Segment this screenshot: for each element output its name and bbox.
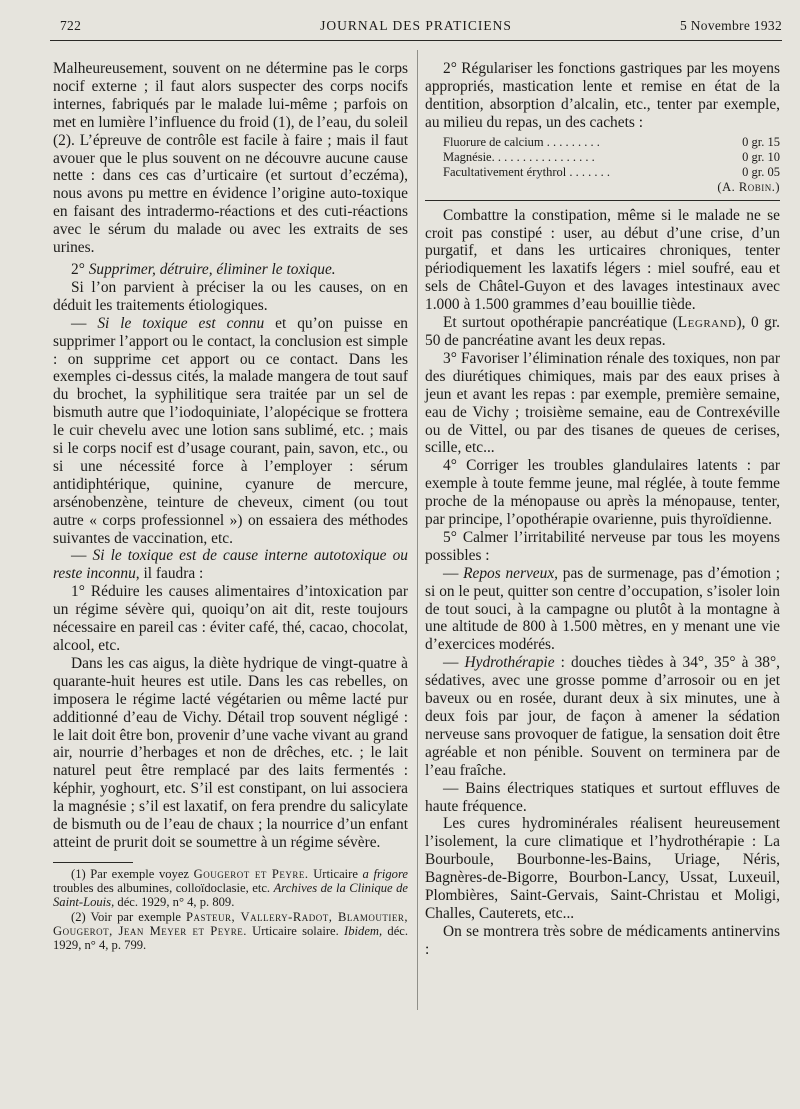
footnote-2: (2) Voir par exemple Pasteur, Vallery-Radot, Blamoutier, Gougerot, Jean Meyer et Peyre. Urticaire solaire. Ibidem, déc. 1929, n° 4, p. 799. xyxy=(53,909,409,953)
left-column xyxy=(53,60,408,953)
paragraph: Dans les cas aigus, la diète hydrique de vingt-quatre à quarante-huit heures est utile. Dans les cas rebelles, on imposera le régime lacté végétarien ou même lacté pur additionné d’eau de Vichy. Détail trop souvent négligé : le lait doit être bon, provenir d’une vache vivant au grand air, nourrie d’herbages et non de drêches, etc. ; le lait naturel peut être remplacé par des laits fermentés : képhir, yoghourt, etc. S’il est constipant, on lui associera la magnésie ; s’il est laxatif, on fera prendre du salicylate de bismuth ou de l’eau de chaux ; la nourrice d’un enfant atteint de prurit doit se soumettre à un régime sévère. xyxy=(53,654,408,851)
italic-phrase: Repos nerveux, xyxy=(463,564,559,582)
prescription xyxy=(443,135,780,195)
prescription-line: Fluorure de calcium . . . . . . . . . 0 gr. 15 xyxy=(443,134,780,149)
footnote-authors: Pasteur, Vallery-Radot, Blamoutier, Gougerot, Jean Meyer et Peyre. xyxy=(53,909,408,939)
paragraph-text: et qu’on puisse en supprimer l’apport ou le contact, la conclusion est simple : on supprime cet apport ou ce contact. Dans les exemples ci-dessus cités, la malade mangera de tout sauf du brochet, la syphilitique sera traitée par un sel de bismuth autre que l’iodoquiniate, l’alopécique se frottera le cuir chevelu avec une lotion sans sublimé, etc. ; mais si le corps nocif est d’usage courant, pain, savon, etc., ou si une nécessité force à l’employer : sérum antidiphtérique, quinine, cyanure de mercure, arsénobenzène, teinture de cheveux, ciment (ou tout autre « corps professionnel ») on essaiera des méthodes suivantes de vaccination, etc. xyxy=(53,314,408,547)
paragraph: Malheureusement, souvent on ne détermine pas le corps nocif externe ; il faut alors suspecter des corps nocifs internes, fabriqués par le malade lui-même ; parfois on met en lumière l’influence du froid (1), de l’eau, du soleil (2). L’épreuve de contrôle est facile à faire ; mais il faut avouer que le plus souvent on ne découvre aucune cause nette : dans ces cas d’urticaire (et surtout d’eczéma), nous avons pu mettre en évidence l’origine auto-toxique en faisant des intradermo-réactions et des cuti-réactions avec le sérum du malade ou avec les extraits de ses urines. xyxy=(53,60,408,257)
paragraph-text: : douches tièdes à 34°, 35° à 38°, sédatives, avec une grosse pomme d’arrosoir ou en jet baveux ou en rosée, durant deux à six minutes, une à deux fois par jour, de façon à amener la sédation nerveuse sans provoquer de fatigue, la sensation doit être agréable et non pénible. Souvent on terminera par de l’eau fraîche. xyxy=(425,654,780,779)
paragraph xyxy=(53,547,408,583)
column-divider xyxy=(417,50,418,1010)
dash: — xyxy=(71,547,87,565)
right-column xyxy=(425,60,780,959)
paragraph: Combattre la constipation, même si le malade ne se croit pas constipé : user, au début d’une crise, d’un purgatif, et dans les urticaires chroniques, tenter périodiquement les laxatifs légers : miel soufré, eau et sels de Châtel-Guyon et des lavages intestinaux avec 1.000 à 1.500 grammes d’eau bouillie tiède. xyxy=(425,206,780,314)
paragraph xyxy=(53,315,408,548)
issue-date: 5 Novembre 1932 xyxy=(680,18,782,33)
dash: — xyxy=(443,654,459,672)
paragraph: 3° Favoriser l’élimination rénale des toxiques, non par des diurétiques chimiques, mais par des eaux prises à jeun et avant les repas : par exemple, première semaine, eau de Vichy ; troisième semaine, eau de Contrexéville ou de Vittel, ou par des tisanes de queues de cerises, scille, etc... xyxy=(425,349,780,457)
heading-number: 2° xyxy=(71,260,85,278)
heading-text: Supprimer, détruire, éliminer le toxique. xyxy=(88,260,336,278)
footnotes xyxy=(53,867,408,953)
paragraph: Et surtout opothérapie pancréatique (Legrand), 0 gr. 50 de pancréatine avant les deux repas. xyxy=(425,314,780,349)
paragraph: Les cures hydrominérales réalisent heureusement l’isolement, la cure climatique et l’hydrothérapie : La Bourboule, Bourbonne-les-Bains, Uriage, Néris, Bagnères-de-Bigorre, Bourbon-Lancy, Ussat, Luxeuil, Plombières, Saint-Gervais, Saint-Christau et Moligi, Challes, Cauterets, etc... xyxy=(425,815,780,922)
page-number: 722 xyxy=(60,18,82,33)
paragraph-text: il faudra : xyxy=(143,565,204,583)
paragraph: 2° Régulariser les fonctions gastriques par les moyens appropriés, mastication lente et remise en état de la dentition, absorption d’alcalin, etc., tenter par exemple, au milieu du repas, un des cachets : xyxy=(425,60,780,131)
header-rule xyxy=(50,40,782,41)
author-name: Legrand xyxy=(677,314,737,332)
journal-title: JOURNAL DES PRATICIENS xyxy=(320,18,512,33)
footnote-authors: Gougerot et Peyre. xyxy=(193,866,309,881)
dash: — xyxy=(71,314,87,332)
dash: — xyxy=(443,564,459,582)
italic-phrase: Hydrothérapie xyxy=(464,654,555,672)
paragraph: Si l’on parvient à préciser la ou les causes, on en déduit les traitements étiologiques. xyxy=(53,278,408,314)
italic-phrase: Si le toxique est de cause interne autotoxique ou reste inconnu, xyxy=(53,547,408,583)
paragraph: 1° Réduire les causes alimentaires d’intoxication par un régime sévère qui, quoiqu’on ait dit, reste toujours nécessaire en pareil cas : éviter café, thé, cacao, chocolat, alcool, etc. xyxy=(53,583,408,654)
footnote-rule xyxy=(53,862,133,863)
paragraph: — Bains électriques statiques et surtout effluves de haute fréquence. xyxy=(425,779,780,815)
paragraph: On se montrera très sobre de médicaments antinervins : xyxy=(425,922,780,958)
page-header xyxy=(50,18,782,40)
prescription-line: Magnésie. . . . . . . . . . . . . . . . . 0 gr. 10 xyxy=(443,149,780,164)
footnote-journal: Archives de la Clinique de Saint-Louis, xyxy=(53,881,408,910)
section-rule xyxy=(425,200,780,201)
paragraph xyxy=(425,654,780,779)
paragraph xyxy=(425,565,780,655)
prescription-line: Facultativement érythrol . . . . . . . 0 gr. 05 xyxy=(443,164,780,179)
footnote-1: (1) Par exemple voyez Gougerot et Peyre. Urticaire a frigore troubles des albumines, colloïdoclasie, etc. Archives de la Clinique de Saint-Louis, déc. 1929, n° 4, p. 809. xyxy=(53,866,408,910)
paragraph: 5° Calmer l’irritabilité nerveuse par tous les moyens possibles : xyxy=(425,528,780,564)
italic-phrase: Si le toxique est connu xyxy=(97,314,265,332)
paragraph: 4° Corriger les troubles glandulaires latents : par exemple à toute femme jeune, mal réglée, à toute femme proche de la ménopause ou après la ménopause, tenter, par principe, l’opothérapie ovarienne, puis thyroïdienne. xyxy=(425,457,780,529)
section-heading xyxy=(53,261,408,279)
paragraph-text: pas de surmenage, pas d’émotion ; si on le peut, quitter son centre d’occupation, s’isoler loin de tout souci, à la campagne ou plutôt à la montagne à une altitude de 800 à 1.500 mètres, en y menant une vie d’exercices modérés. xyxy=(425,564,780,654)
prescription-signature: (A. Robin.) xyxy=(717,179,780,194)
